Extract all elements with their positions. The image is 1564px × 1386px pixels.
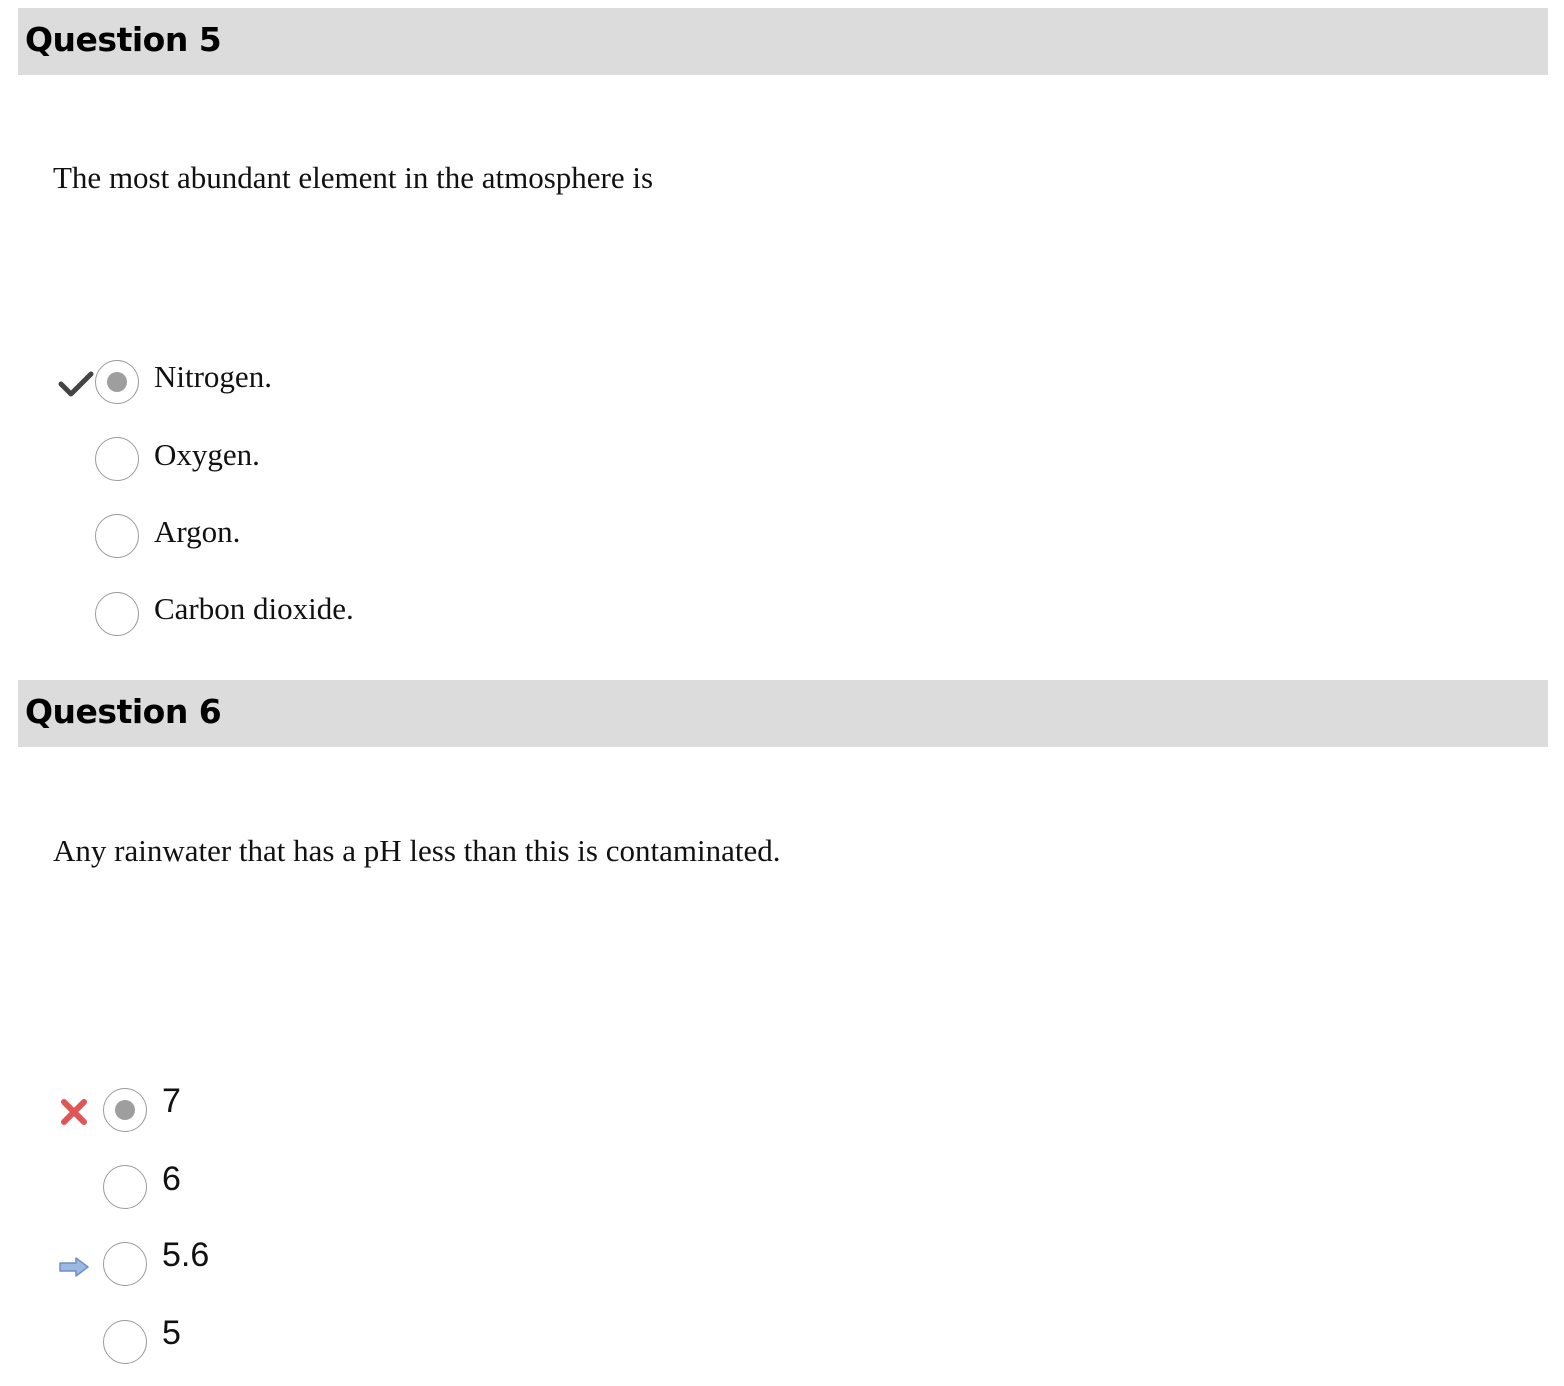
answer-label: 5 — [162, 1314, 181, 1352]
answer-label: 6 — [162, 1160, 181, 1198]
answer-label: 5.6 — [162, 1236, 210, 1274]
question-title: Question 5 — [25, 20, 222, 59]
answer-label: 7 — [162, 1082, 181, 1120]
answer-option[interactable] — [0, 1084, 700, 1134]
question-title: Question 6 — [25, 692, 222, 731]
answer-label: Oxygen. — [154, 437, 260, 472]
answer-label: Argon. — [154, 514, 241, 549]
check-icon — [58, 370, 94, 398]
answer-label: Carbon dioxide. — [154, 591, 354, 626]
answer-option[interactable] — [0, 1162, 700, 1212]
answer-option[interactable] — [0, 1316, 700, 1366]
question-5-header — [18, 8, 1548, 75]
answer-option[interactable] — [0, 1238, 700, 1288]
answer-radio[interactable] — [95, 360, 139, 404]
answer-radio[interactable] — [95, 592, 139, 636]
answer-radio[interactable] — [103, 1165, 147, 1209]
answer-radio[interactable] — [103, 1242, 147, 1286]
answer-radio[interactable] — [103, 1320, 147, 1364]
answer-option[interactable] — [0, 590, 700, 640]
answer-option[interactable] — [0, 358, 700, 408]
answer-label: Nitrogen. — [154, 359, 272, 394]
incorrect-x-icon — [60, 1098, 88, 1126]
answer-radio[interactable] — [103, 1088, 147, 1132]
answer-radio[interactable] — [95, 437, 139, 481]
question-prompt: Any rainwater that has a pH less than this is contaminated. — [53, 833, 781, 868]
question-prompt: The most abundant element in the atmosphere is — [53, 160, 654, 195]
answer-option[interactable] — [0, 436, 700, 486]
question-6-header — [18, 680, 1548, 747]
answer-radio[interactable] — [95, 514, 139, 558]
answer-option[interactable] — [0, 513, 700, 563]
correct-answer-arrow-icon — [58, 1256, 90, 1278]
